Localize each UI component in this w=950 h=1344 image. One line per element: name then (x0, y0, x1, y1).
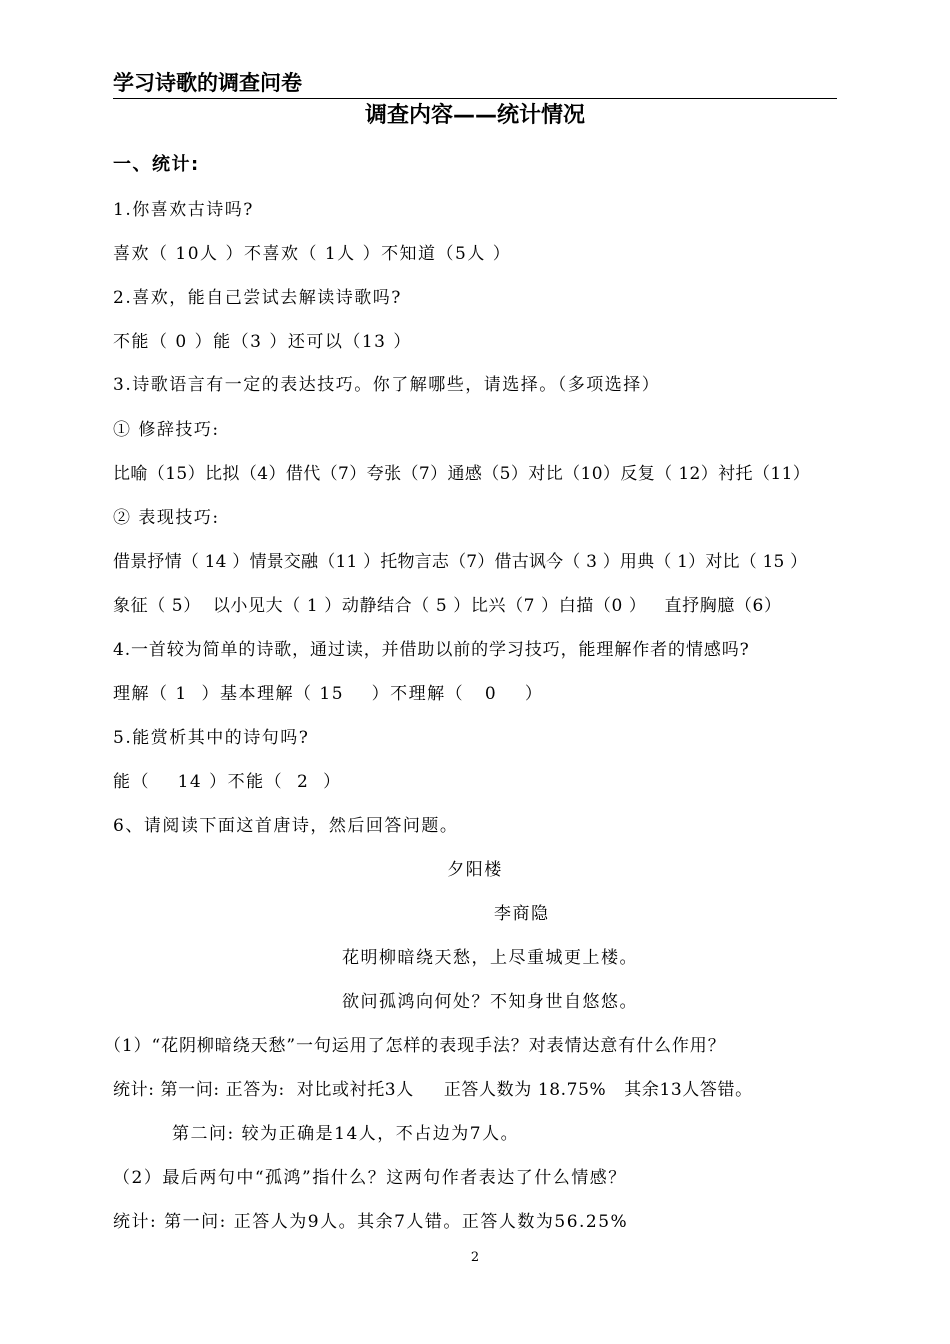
question-3-rhetoric-answer: 比喻（15）比拟（4）借代（7）夸张（7）通感（5）对比（10）反复（ 12）衬托（11） (113, 464, 811, 484)
question-3-expression-label: ② 表现技巧: (113, 508, 220, 528)
question-1-answer: 喜欢（ 10人 ）不喜欢（ 1人 ）不知道（5人 ） (113, 244, 512, 264)
question-6-part-1-stat-2: 第二问: 较为正确是14人，不占边为7人。 (172, 1124, 520, 1144)
section-heading-statistics: 一、统计: (113, 154, 200, 175)
page-title: 调查内容——统计情况 (364, 103, 585, 128)
question-2: 2.喜欢，能自己尝试去解读诗歌吗? (113, 288, 402, 308)
question-3: 3.诗歌语言有一定的表达技巧。你了解哪些，请选择。（多项选择） (113, 375, 661, 395)
question-5-answer: 能（ 14 ）不能（ 2 ） (113, 772, 342, 792)
question-5: 5.能赏析其中的诗句吗? (113, 728, 310, 748)
question-4: 4.一首较为简单的诗歌，通过读，并借助以前的学习技巧，能理解作者的情感吗? (113, 640, 750, 660)
question-6: 6、请阅读下面这首唐诗，然后回答问题。 (113, 816, 459, 836)
question-6-part-2: （2）最后两句中“孤鸿”指什么？这两句作者表达了什么情感？ (113, 1168, 627, 1188)
poem-author: 李商隐 (494, 904, 550, 924)
question-6-part-2-stat-1: 统计: 第一问: 正答人为9人。其余7人错。正答人数为56.25% (113, 1212, 629, 1232)
page-number: 2 (470, 1250, 480, 1265)
question-2-answer: 不能（ 0 ）能（3 ）还可以（13 ） (113, 332, 412, 352)
question-6-part-1: （1）“花阴柳暗绕天愁”一句运用了怎样的表现手法？对表情达意有什么作用？ (104, 1036, 726, 1056)
question-6-part-1-stat-1: 统计: 第一问: 正答为: 对比或衬托3人 正答人数为 18.75% 其余13人答错。 (113, 1080, 753, 1100)
question-4-answer: 理解（ 1 ）基本理解（ 15 ）不理解（ 0 ） (113, 684, 544, 704)
poem-line-2: 欲问孤鸿向何处？不知身世自悠悠。 (342, 992, 638, 1012)
question-1: 1.你喜欢古诗吗? (113, 200, 254, 220)
poem-title: 夕阳楼 (447, 860, 503, 880)
header-rule (113, 98, 837, 99)
question-3-expression-answer-2: 象征（ 5） 以小见大（ 1 ）动静结合（ 5 ）比兴（7 ）白描（0 ） 直抒胸臆（6） (113, 596, 782, 616)
document-header-title: 学习诗歌的调查问卷 (113, 71, 302, 95)
question-3-expression-answer-1: 借景抒情（ 14 ）情景交融（11 ）托物言志（7）借古讽今（ 3 ）用典（ 1）对比（ 15 ） (113, 552, 808, 572)
poem-line-1: 花明柳暗绕天愁，上尽重城更上楼。 (342, 948, 638, 968)
question-3-rhetoric-label: ① 修辞技巧: (113, 420, 220, 440)
